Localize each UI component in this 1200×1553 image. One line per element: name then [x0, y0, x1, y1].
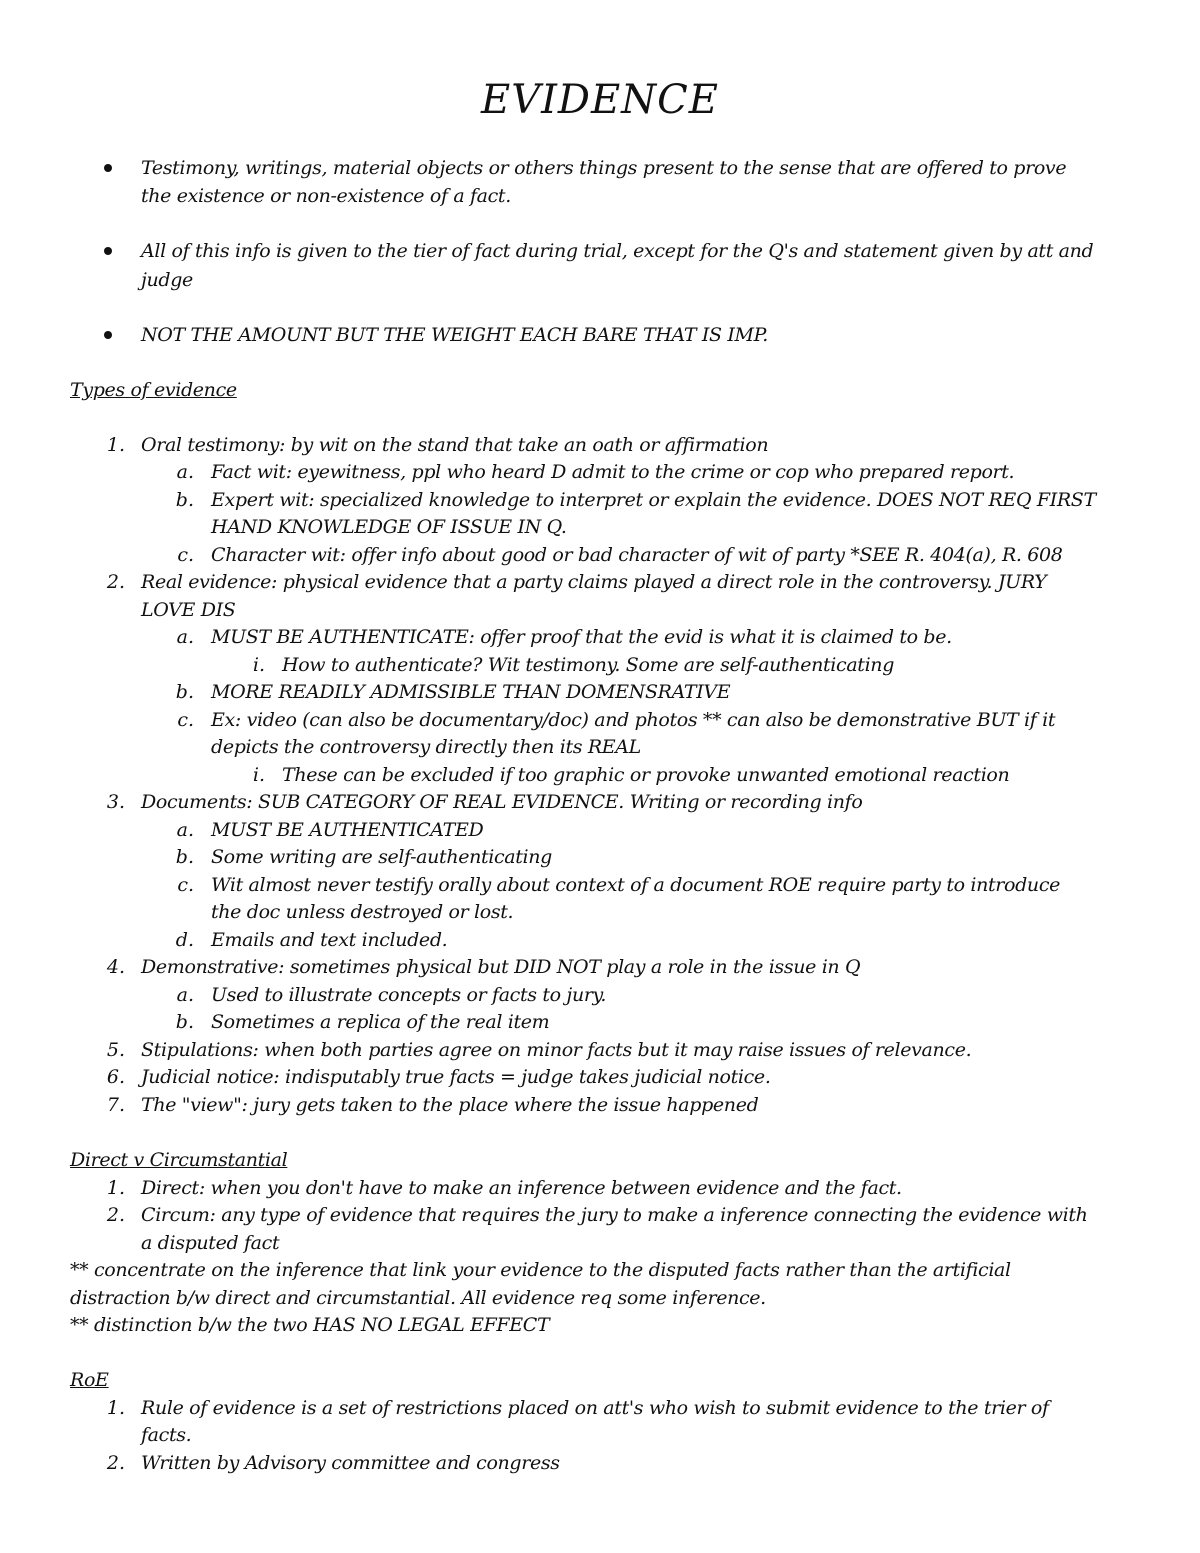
bullet-icon — [104, 247, 112, 255]
list-item: HAND KNOWLEDGE OF ISSUE IN Q. — [211, 516, 567, 538]
list-item: Used to illustrate concepts or facts to jury. — [211, 984, 607, 1006]
list-item: Stipulations: when both parties agree on minor facts but it may raise issues of relevance. — [141, 1039, 972, 1061]
list-marker: 1. — [106, 434, 125, 456]
bullet-text: Testimony, writings, material objects or others things present to the sense that are offered to prove — [141, 157, 1067, 179]
note-text: ** concentrate on the inference that link your evidence to the disputed facts rather than the artificial — [70, 1259, 1011, 1281]
list-marker: c. — [177, 544, 194, 566]
bullet-text: All of this info is given to the tier of fact during trial, except for the Q's and statement given by att and — [141, 240, 1094, 262]
list-item: Fact wit: eyewitness, ppl who heard D admit to the crime or cop who prepared report. — [211, 461, 1015, 483]
list-item: Demonstrative: sometimes physical but DID NOT play a role in the issue in Q — [141, 956, 861, 978]
list-marker: a. — [176, 819, 194, 841]
list-marker: d. — [175, 929, 194, 951]
list-marker: 3. — [106, 791, 125, 813]
list-marker: i. — [252, 764, 265, 786]
list-marker: 2. — [106, 571, 125, 593]
list-item: Oral testimony: by wit on the stand that take an oath or affirmation — [141, 434, 769, 456]
bullet-icon — [104, 164, 112, 172]
list-marker: a. — [176, 984, 194, 1006]
list-marker: 7. — [106, 1094, 125, 1116]
page-title: EVIDENCE — [481, 77, 719, 123]
section-heading-direct: Direct v Circumstantial — [70, 1149, 288, 1171]
list-marker: b. — [175, 489, 194, 511]
list-item: Sometimes a replica of the real item — [211, 1011, 550, 1033]
list-marker: b. — [175, 1011, 194, 1033]
list-item: MUST BE AUTHENTICATED — [211, 819, 484, 841]
list-item: depicts the controversy directly then its REAL — [211, 736, 641, 758]
list-marker: a. — [176, 626, 194, 648]
list-item: How to authenticate? Wit testimony. Some are self-authenticating — [282, 654, 895, 676]
list-marker: 5. — [106, 1039, 125, 1061]
list-marker: b. — [175, 681, 194, 703]
list-marker: a. — [176, 461, 194, 483]
list-marker: 6. — [106, 1066, 125, 1088]
list-item: Direct: when you don't have to make an inference between evidence and the fact. — [141, 1177, 902, 1199]
list-item: Some writing are self-authenticating — [211, 846, 552, 868]
list-item: Written by Advisory committee and congress — [141, 1452, 560, 1474]
list-marker: c. — [177, 709, 194, 731]
list-marker: c. — [177, 874, 194, 896]
bullet-text: the existence or non-existence of a fact. — [141, 185, 511, 207]
list-marker: 1. — [106, 1177, 125, 1199]
list-item: Wit almost never testify orally about context of a document ROE require party to introduce — [211, 874, 1061, 896]
section-heading-roe: RoE — [70, 1369, 109, 1391]
list-marker: 2. — [106, 1452, 125, 1474]
bullet-icon — [104, 331, 112, 339]
list-marker: 1. — [106, 1397, 125, 1419]
list-item: Documents: SUB CATEGORY OF REAL EVIDENCE. Writing or recording info — [141, 791, 863, 813]
list-marker: 4. — [106, 956, 125, 978]
bullet-text: judge — [141, 269, 193, 291]
list-marker: i. — [252, 654, 265, 676]
list-item: Judicial notice: indisputably true facts = judge takes judicial notice. — [141, 1066, 771, 1088]
list-item: Rule of evidence is a set of restrictions placed on att's who wish to submit evidence to the trier of — [141, 1397, 1049, 1419]
list-item: LOVE DIS — [141, 599, 236, 621]
section-heading-types: Types of evidence — [70, 379, 237, 401]
list-item: MORE READILY ADMISSIBLE THAN DOMENSRATIVE — [211, 681, 731, 703]
list-item: Emails and text included. — [211, 929, 448, 951]
list-marker: b. — [175, 846, 194, 868]
list-item: Real evidence: physical evidence that a party claims played a direct role in the controversy. JURY — [141, 571, 1047, 593]
list-item: Expert wit: specialized knowledge to interpret or explain the evidence. DOES NOT REQ FIRST — [211, 489, 1096, 511]
list-item: The "view": jury gets taken to the place where the issue happened — [141, 1094, 759, 1116]
list-item: facts. — [141, 1424, 192, 1446]
bullet-text: NOT THE AMOUNT BUT THE WEIGHT EACH BARE THAT IS IMP. — [141, 324, 768, 346]
list-item: the doc unless destroyed or lost. — [211, 901, 514, 923]
list-item: a disputed fact — [141, 1232, 280, 1254]
list-item: Ex: video (can also be documentary/doc) and photos ** can also be demonstrative BUT if it — [211, 709, 1056, 731]
list-item: Circum: any type of evidence that requires the jury to make a inference connecting the evidence with — [141, 1204, 1088, 1226]
list-item: These can be excluded if too graphic or provoke unwanted emotional reaction — [282, 764, 1010, 786]
list-item: Character wit: offer info about good or bad character of wit of party *SEE R. 404(a), R. 608 — [211, 544, 1063, 566]
note-text: distraction b/w direct and circumstantial. All evidence req some inference. — [70, 1287, 766, 1309]
list-item: MUST BE AUTHENTICATE: offer proof that the evid is what it is claimed to be. — [211, 626, 952, 648]
note-text: ** distinction b/w the two HAS NO LEGAL EFFECT — [70, 1314, 550, 1336]
list-marker: 2. — [106, 1204, 125, 1226]
